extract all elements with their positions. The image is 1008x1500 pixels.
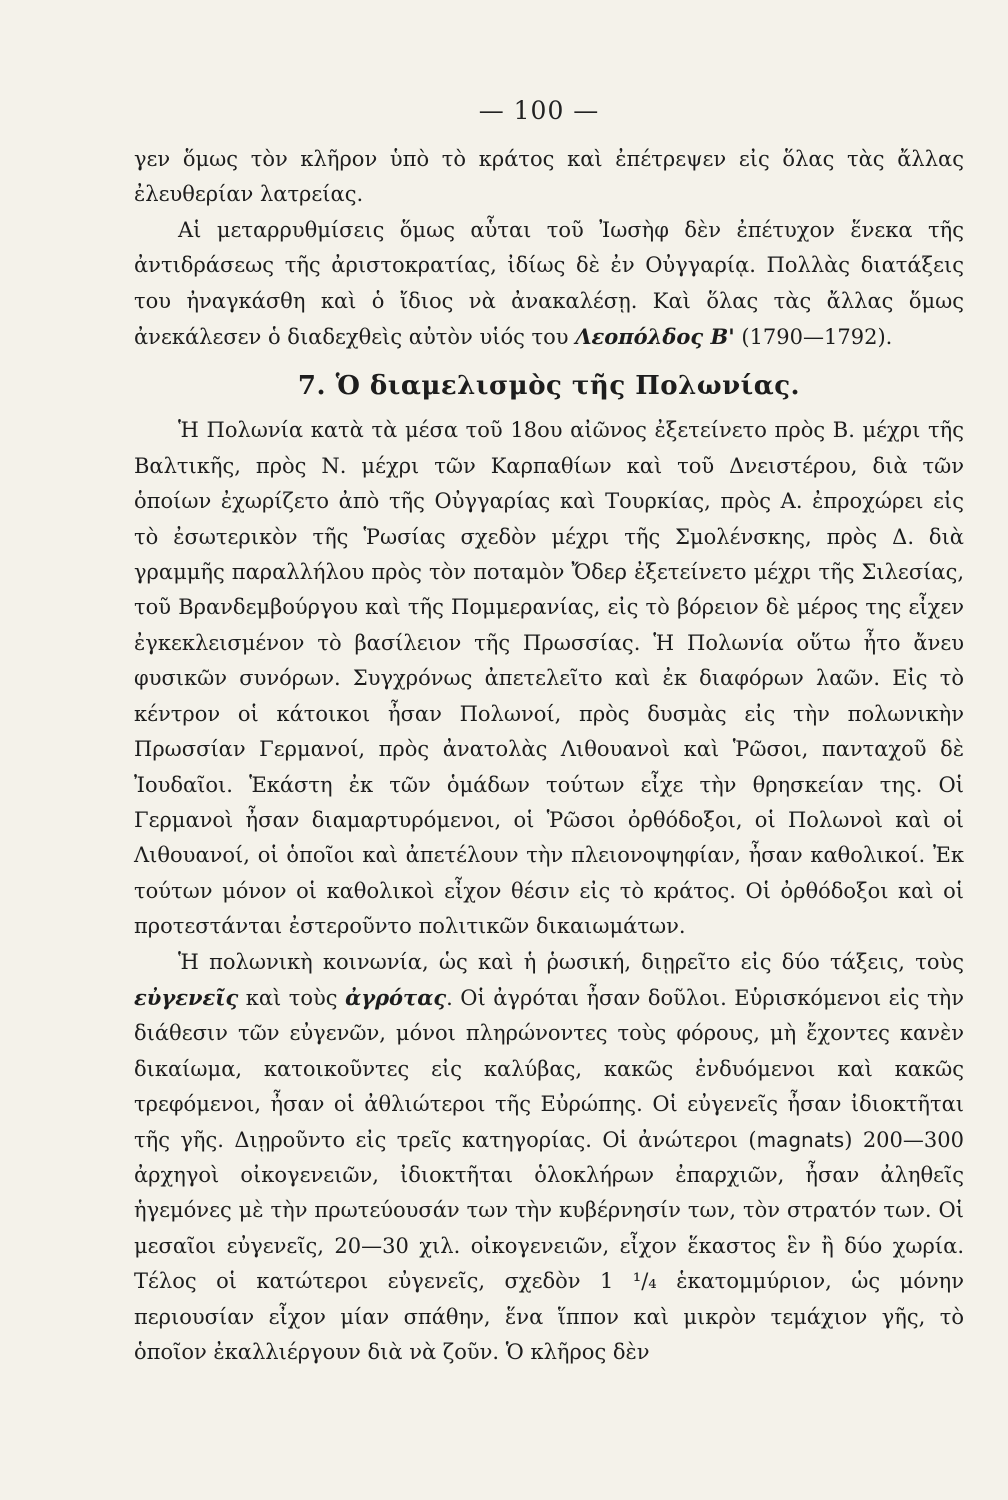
society-text-d: ) 200—300 ἀρχηγοὶ οἰκογενειῶν, ἰδιοκτῆται ὁλοκλήρων ἐπαρχιῶν, ἦσαν ἀληθεῖς ἡγεμόνες μὲ τὴν πρωτεύουσάν των τὴν κυβέρνησίν των, τὸν στρατόν των. Οἱ μεσαῖοι εὐγενεῖς, 20—30 χιλ. οἰκογενειῶν, εἶχον ἕκαστος ἓν ἢ δύο χωρία. Τέλος οἱ κατώτεροι εὐγενεῖς, σχεδὸν 1 ¹/₄ ἑκατομμύριον, ὡς μόνην περιουσίαν εἶχον μίαν σπάθην, ἕνα ἵππον καὶ μικρὸν τεμάχιον γῆς, τὸ ὁποῖον ἐκαλλιέργουν διὰ νὰ ζοῦν. Ὁ κλῆρος δὲν [134, 1127, 964, 1364]
body-text [134, 142, 964, 1370]
paragraph-reforms-dates: (1790—1792). [734, 325, 893, 350]
paragraph-reforms-text: Αἱ μεταρρυθμίσεις ὅμως αὗται τοῦ Ἰωσὴφ δὲν ἐπέτυχον ἕνεκα τῆς ἀντιδράσεως τῆς ἀριστοκρατίας, ἰδίως δὲ ἐν Οὐγγαρίᾳ. Πολλὰς διατάξεις του ἠναγκάσθη καὶ ὁ ἴδιος νὰ ἀνακαλέσῃ. Καὶ ὅλας τὰς ἄλλας ὅμως ἀνεκάλεσεν ὁ διαδεχθεὶς αὐτὸν υἱός του [134, 217, 964, 350]
paragraph-continuation: γεν ὅμως τὸν κλῆρον ὑπὸ τὸ κράτος καὶ ἐπέτρεψεν εἰς ὅλας τὰς ἄλλας ἐλευθερίαν λατρείας. [134, 147, 964, 207]
term-magnats: magnats [756, 1127, 845, 1152]
term-nobles: εὐγενεῖς [134, 984, 239, 1010]
society-text-b: καὶ τοὺς [238, 985, 346, 1010]
society-text-a: Ἡ πολωνικὴ κοινωνία, ὡς καὶ ἡ ῥωσική, διῃρεῖτο εἰς δύο τάξεις, τοὺς [178, 949, 964, 974]
paragraph-poland-geography: Ἡ Πολωνία κατὰ τὰ μέσα τοῦ 18ου αἰῶνος ἐξετείνετο πρὸς Β. μέχρι τῆς Βαλτικῆς, πρὸς Ν. μέχρι τῶν Καρπαθίων καὶ τοῦ Δνειστέρου, διὰ τῶν ὁποίων ἐχωρίζετο ἀπὸ τῆς Οὐγγαρίας καὶ Τουρκίας, πρὸς Α. ἐπροχώρει εἰς τὸ ἐσωτερικὸν τῆς Ῥωσίας σχεδὸν μέχρι τῆς Σμολένσκης, πρὸς Δ. διὰ γραμμῆς παραλλήλου πρὸς τὸν ποταμὸν Ὄδερ ἐξετείνετο μέχρι τῆς Σιλεσίας, τοῦ Βρανδεμβούργου καὶ τῆς Πομμερανίας, εἰς τὸ βόρειον δὲ μέρος της εἶχεν ἐγκεκλεισμένον τὸ βασίλειον τῆς Πρωσσίας. Ἡ Πολωνία οὕτω ἦτο ἄνευ φυσικῶν συνόρων. Συγχρόνως ἀπετελεῖτο καὶ ἐκ διαφόρων λαῶν. Εἰς τὸ κέντρον οἱ κάτοικοι ἦσαν Πολωνοί, πρὸς δυσμὰς εἰς τὴν πολωνικὴν Πρωσσίαν Γερμανοί, πρὸς ἀνατολὰς Λιθουανοὶ καὶ Ῥῶσοι, πανταχοῦ δὲ Ἰουδαῖοι. Ἑκάστη ἐκ τῶν ὁμάδων τούτων εἶχε τὴν θρησκείαν της. Οἱ Γερμανοὶ ἦσαν διαμαρτυρόμενοι, οἱ Ῥῶσοι ὀρθόδοξοι, οἱ Πολωνοὶ καὶ οἱ Λιθουανοί, οἱ ὁποῖοι καὶ ἀπετέλουν τὴν πλειονοψηφίαν, ἦσαν καθολικοί. Ἐκ τούτων μόνον οἱ καθολικοὶ εἶχον θέσιν εἰς τὸ κράτος. Οἱ ὀρθόδοξοι καὶ οἱ προτεστάνται ἐστεροῦντο πολιτικῶν δικαιωμάτων. [134, 418, 964, 939]
section-heading: 7. Ὁ διαμελισμὸς τῆς Πολωνίας. [297, 371, 801, 402]
society-text-c: . Οἱ ἀγρόται ἦσαν δοῦλοι. Εὑρισκόμενοι εἰς τὴν διάθεσιν τῶν εὐγενῶν, μόνοι πληρώνοντες τοὺς φόρους, μὴ ἔχοντες κανὲν δικαίωμα, κατοικοῦντες εἰς καλύβας, κακῶς ἐνδυόμενοι καὶ κακῶς τρεφόμενοι, ἦσαν οἱ ἀθλιώτεροι τῆς Εὐρώπης. Οἱ εὐγενεῖς ἦσαν ἰδιοκτῆται τῆς γῆς. Διῃροῦντο εἰς τρεῖς κατηγορίας. Οἱ ἀνώτεροι ( [134, 985, 964, 1152]
leopold-name: Λεοπόλδος Β' [575, 324, 735, 350]
page-number: — 100 — [478, 96, 600, 125]
term-peasants: ἀγρότας [345, 984, 447, 1010]
paragraph-reforms [134, 213, 964, 356]
paragraph-polish-society [134, 945, 964, 1371]
